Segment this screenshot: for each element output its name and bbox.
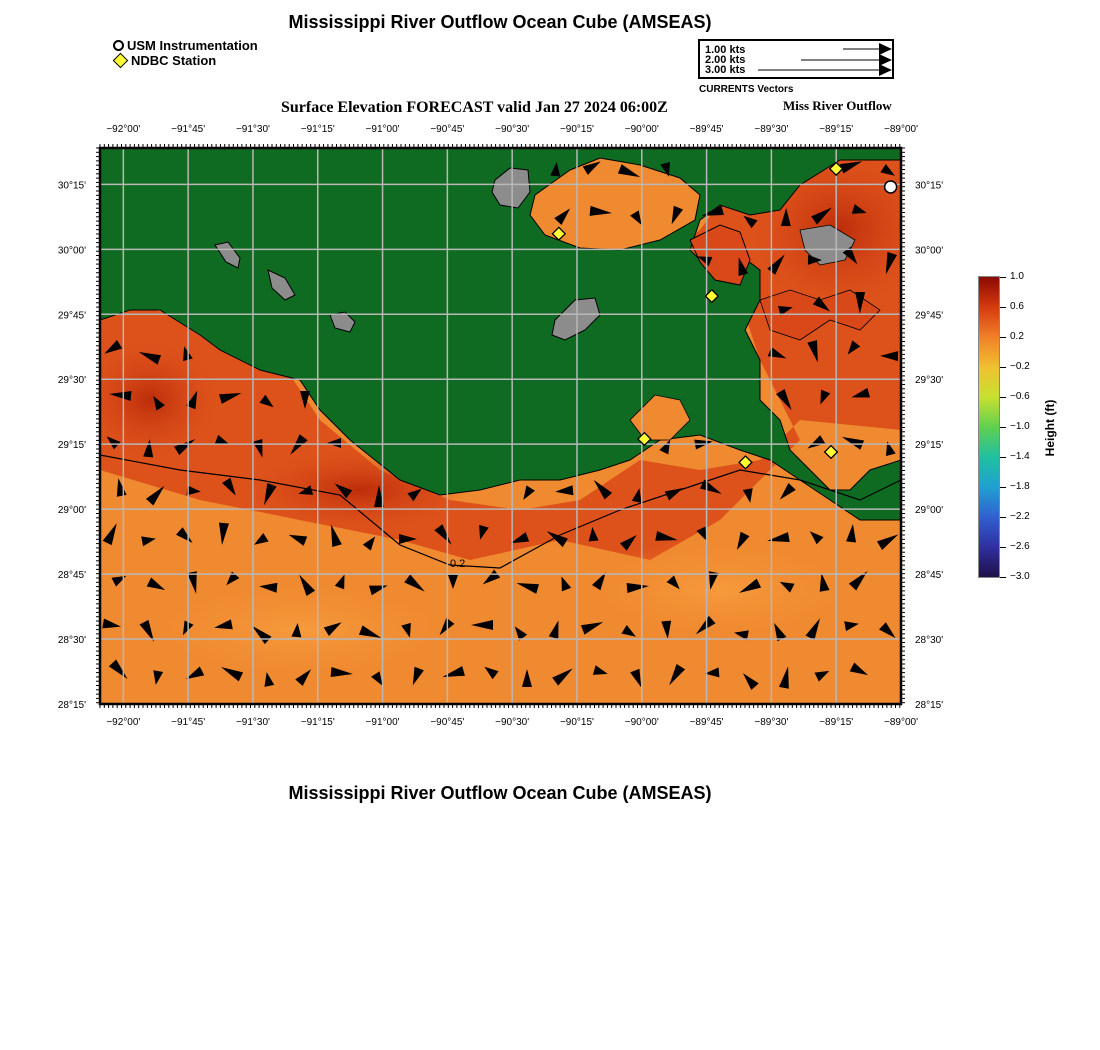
colorbar: [978, 276, 1000, 578]
lon-label-bottom: −90°00': [624, 717, 659, 728]
lon-label-bottom: −89°30': [754, 717, 789, 728]
lon-label-bottom: −89°45': [689, 717, 724, 728]
lat-label-left: 28°30': [57, 635, 86, 647]
lon-label-bottom: −91°30': [235, 717, 270, 728]
colorbar-tick-label: −0.6: [1010, 391, 1030, 402]
lat-label-left: 28°45': [57, 570, 86, 582]
colorbar-tick: [1000, 307, 1006, 308]
lat-label-right: 30°00': [915, 245, 944, 257]
colorbar-tick: [1000, 427, 1006, 428]
colorbar-tick-label: −2.6: [1010, 541, 1030, 552]
lat-label-left: 30°00': [57, 245, 86, 257]
lon-label-top: −90°00': [624, 124, 659, 135]
lat-label-left: 29°45': [57, 310, 86, 322]
colorbar-tick: [1000, 367, 1006, 368]
lon-label-top: −89°15': [819, 124, 854, 135]
lon-label-bottom: −91°15': [300, 717, 335, 728]
lon-label-bottom: −89°00': [884, 717, 918, 728]
page-title: Mississippi River Outflow Ocean Cube (AMSEAS): [288, 12, 712, 32]
lat-label-left: 30°15': [57, 180, 86, 192]
colorbar-tick-label: −1.4: [1010, 451, 1030, 462]
legend-ndbc-label: NDBC Station: [131, 53, 217, 68]
colorbar-tick: [1000, 277, 1006, 278]
usm-station-circle-icon: [885, 181, 897, 193]
contour-label: 0.2: [450, 558, 466, 570]
lon-label-top: −90°30': [495, 124, 530, 135]
lat-label-right: 29°30': [915, 375, 944, 387]
vector-key-label: CURRENTS Vectors: [699, 84, 794, 95]
colorbar-tick-label: −3.0: [1010, 571, 1030, 582]
lat-label-left: 29°15': [57, 440, 86, 452]
colorbar-tick: [1000, 457, 1006, 458]
colorbar-tick-label: 0.6: [1010, 301, 1024, 312]
lon-label-top: −89°00': [884, 124, 918, 135]
map-subtitle: Surface Elevation FORECAST valid Jan 27 2024 06:00Z: [281, 99, 668, 116]
lat-label-left: 28°15': [57, 700, 86, 711]
lat-label-left: 29°00': [57, 505, 86, 517]
colorbar-tick: [1000, 337, 1006, 338]
lat-label-right: 30°15': [915, 180, 944, 192]
colorbar-tick-label: 1.0: [1010, 271, 1024, 282]
lon-label-top: −90°45': [430, 124, 465, 135]
lon-label-top: −91°15': [300, 124, 335, 135]
lat-label-right: 29°00': [915, 505, 944, 517]
lon-label-bottom: −90°15': [559, 717, 594, 728]
colorbar-tick-label: 0.2: [1010, 331, 1024, 342]
vector-key-row-2: 2.00 kts: [705, 54, 746, 66]
vector-key-row-1: 1.00 kts: [705, 44, 746, 56]
lon-label-top: −90°15': [559, 124, 594, 135]
colorbar-tick: [1000, 517, 1006, 518]
lon-label-top: −91°00': [365, 124, 400, 135]
lon-label-top: −89°45': [689, 124, 724, 135]
colorbar-tick-label: −2.2: [1010, 511, 1030, 522]
colorbar-tick-label: −1.8: [1010, 481, 1030, 492]
lat-label-right: 28°30': [915, 635, 944, 647]
lat-label-right: 29°15': [915, 440, 944, 452]
lon-label-top: −91°30': [235, 124, 270, 135]
lon-label-bottom: −90°45': [430, 717, 465, 728]
colorbar-label: Height (ft): [1043, 399, 1057, 457]
bottom-title: Mississippi River Outflow Ocean Cube (AMSEAS): [288, 783, 712, 803]
lon-label-bottom: −91°45': [171, 717, 206, 728]
lon-label-top: −92°00': [106, 124, 141, 135]
region-label: Miss River Outflow: [783, 98, 892, 113]
colorbar-tick: [1000, 397, 1006, 398]
lat-label-right: 28°15': [915, 700, 944, 711]
colorbar-tick: [1000, 547, 1006, 548]
lat-label-left: 29°30': [57, 375, 86, 387]
lat-label-right: 28°45': [915, 570, 944, 582]
colorbar-tick: [1000, 487, 1006, 488]
lat-label-right: 29°45': [915, 310, 944, 322]
lon-label-bottom: −90°30': [495, 717, 530, 728]
lon-label-bottom: −92°00': [106, 717, 141, 728]
colorbar-tick-label: −1.0: [1010, 421, 1030, 432]
lon-label-bottom: −89°15': [819, 717, 854, 728]
colorbar-tick: [1000, 577, 1006, 578]
lon-label-top: −91°45': [171, 124, 206, 135]
vector-key-row-3: 3.00 kts: [705, 64, 746, 76]
lon-label-bottom: −91°00': [365, 717, 400, 728]
lon-label-top: −89°30': [754, 124, 789, 135]
legend-usm-label: USM Instrumentation: [127, 38, 258, 53]
colorbar-tick-label: −0.2: [1010, 361, 1030, 372]
